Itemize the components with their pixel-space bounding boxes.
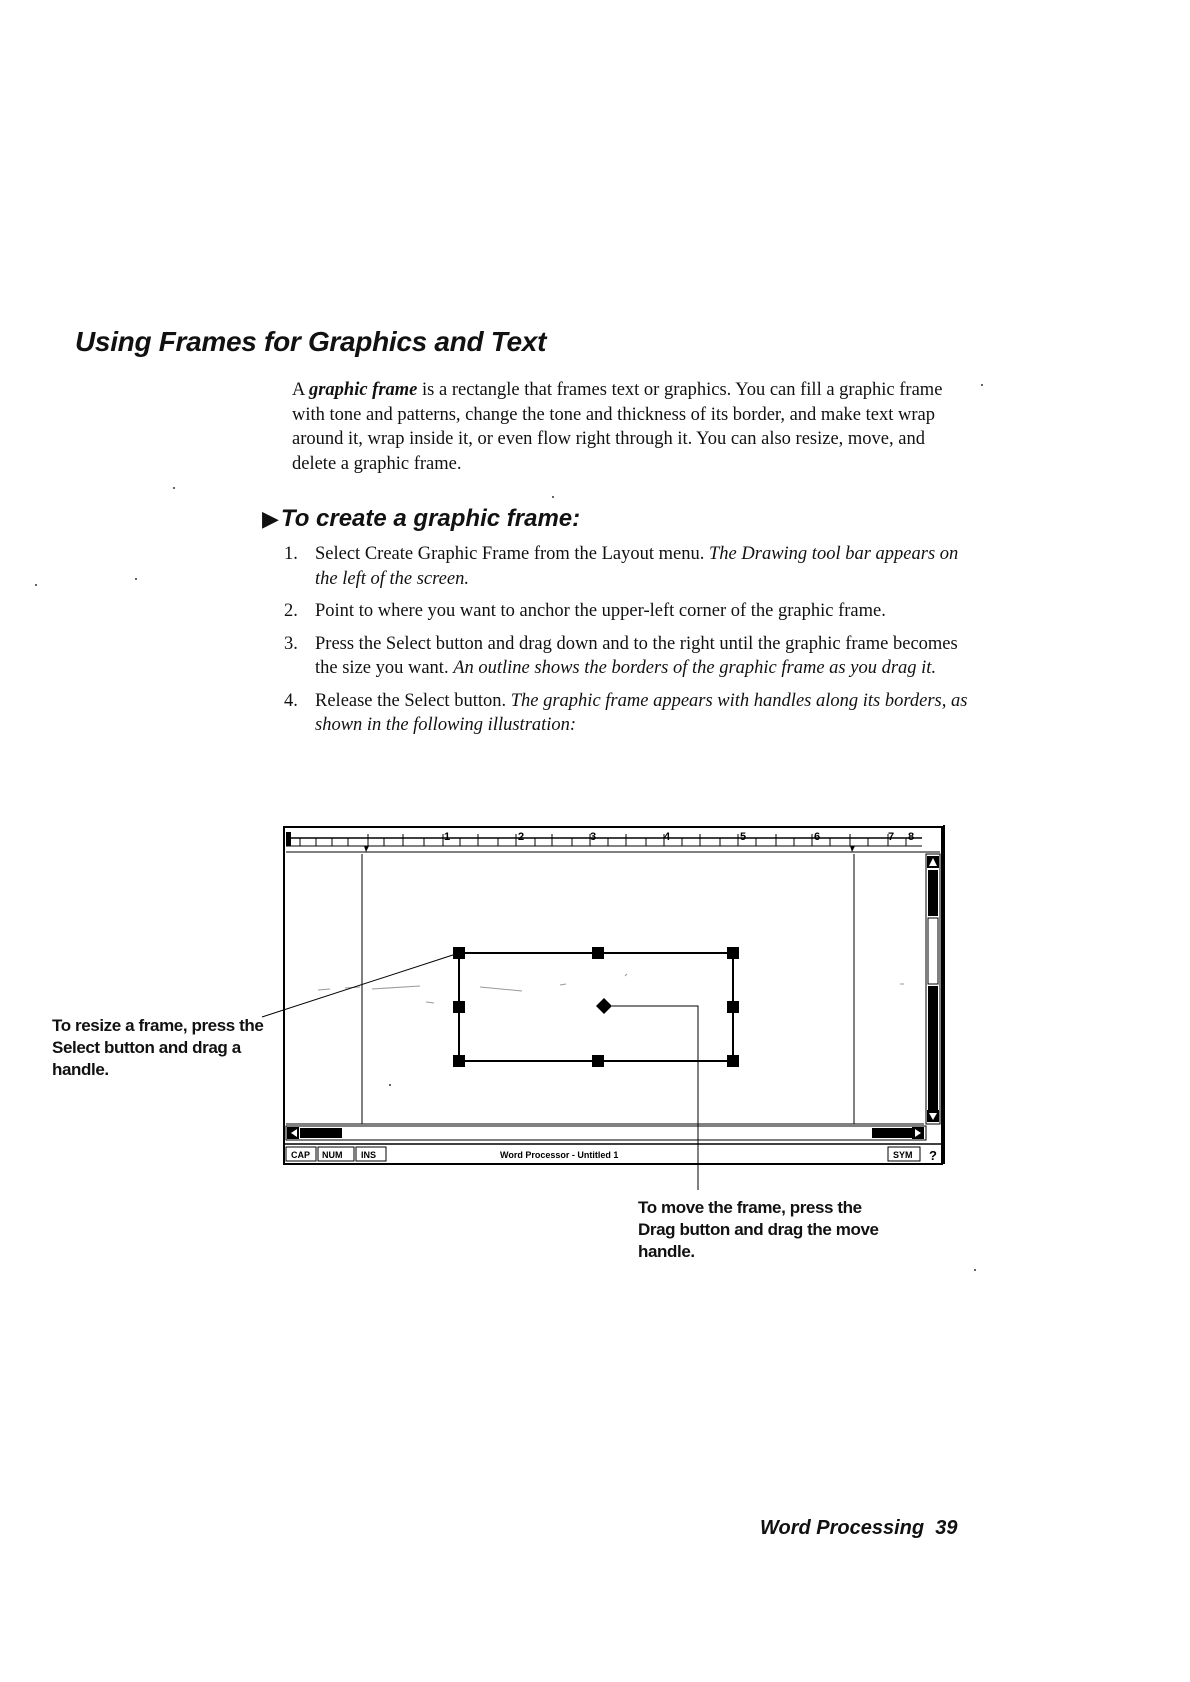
step-text bbox=[315, 632, 974, 681]
step-note: The graphic frame appears with handles along its borders, as shown in the following illustration: bbox=[315, 690, 968, 735]
num-lock-label: NUM bbox=[322, 1150, 343, 1160]
step-item bbox=[284, 542, 974, 591]
step-text bbox=[315, 542, 974, 591]
footer-section: Word Processing bbox=[760, 1517, 925, 1539]
ruler-label: 4 bbox=[664, 831, 671, 843]
ruler-label: 8 bbox=[908, 831, 915, 843]
step-item bbox=[284, 689, 974, 738]
step-number: 1. bbox=[284, 544, 298, 564]
step-item bbox=[284, 632, 974, 681]
vertical-scroll-thumb[interactable] bbox=[928, 918, 938, 984]
step-instruction: Release the Select button. bbox=[315, 690, 511, 711]
intro-lead: A bbox=[292, 380, 309, 400]
resize-handle-right[interactable] bbox=[727, 1001, 739, 1013]
procedure-steps bbox=[284, 542, 974, 746]
procedure-heading bbox=[262, 505, 580, 533]
resize-handle-top-right[interactable] bbox=[727, 947, 739, 959]
ruler-label: 1 bbox=[444, 831, 451, 843]
page-footer bbox=[760, 1517, 958, 1540]
ruler-label: 5 bbox=[740, 831, 747, 843]
step-number: 2. bbox=[284, 601, 298, 621]
window-title: Word Processor - Untitled 1 bbox=[500, 1150, 619, 1160]
ruler-label: 2 bbox=[518, 831, 525, 843]
horizontal-scroll-thumb[interactable] bbox=[300, 1128, 342, 1138]
step-note: An outline shows the borders of the graphic frame as you drag it. bbox=[453, 658, 937, 678]
caps-lock-label: CAP bbox=[291, 1150, 311, 1160]
step-item bbox=[284, 599, 974, 624]
resize-callout: To resize a frame, press the Select button and drag a handle. bbox=[52, 1016, 264, 1079]
intro-term: graphic frame bbox=[308, 380, 418, 400]
ruler-left-tab[interactable] bbox=[286, 832, 291, 846]
ruler-label: 7 bbox=[888, 831, 895, 843]
vertical-scrollbar[interactable] bbox=[926, 854, 940, 1124]
app-window bbox=[284, 827, 942, 1164]
horizontal-scrollbar[interactable] bbox=[286, 1126, 926, 1140]
resize-handle-top[interactable] bbox=[592, 947, 604, 959]
resize-handle-bottom-right[interactable] bbox=[727, 1055, 739, 1067]
step-note: The Drawing tool bar appears on the left of the screen. bbox=[315, 544, 959, 589]
resize-handle-bottom[interactable] bbox=[592, 1055, 604, 1067]
ruler-label: 6 bbox=[814, 831, 821, 843]
step-instruction: Press the Select button and drag down and to the right until the graphic frame becomes the size you want. bbox=[315, 633, 958, 678]
insert-mode-label: INS bbox=[361, 1150, 377, 1160]
step-instruction: Select Create Graphic Frame from the Layout menu. bbox=[315, 544, 710, 564]
step-text bbox=[315, 599, 886, 624]
step-number: 3. bbox=[284, 633, 298, 654]
intro-body: is a rectangle that frames text or graphics. You can fill a graphic frame with tone and patterns, change the tone and thickness of its border, and make text wrap around it, wrap inside it, or even flow right through it. You can also resize, move, and delete a graphic frame. bbox=[292, 380, 943, 474]
procedure-title: To create a graphic frame: bbox=[280, 505, 581, 532]
step-text bbox=[315, 689, 974, 738]
step-instruction: Point to where you want to anchor the upper-left corner of the graphic frame. bbox=[315, 601, 886, 621]
resize-handle-left[interactable] bbox=[453, 1001, 465, 1013]
resize-handle-bottom-left[interactable] bbox=[453, 1055, 465, 1067]
step-number: 4. bbox=[284, 690, 298, 711]
section-heading: Using Frames for Graphics and Text bbox=[75, 326, 547, 357]
page-number: 39 bbox=[935, 1517, 958, 1539]
intro-paragraph bbox=[292, 378, 972, 476]
symbol-label: SYM bbox=[893, 1150, 913, 1160]
ruler-label: 3 bbox=[590, 831, 597, 843]
move-callout: To move the frame, press the Drag button and drag the move handle. bbox=[638, 1198, 879, 1261]
help-button[interactable]: ? bbox=[929, 1148, 937, 1163]
arrow-right-icon: ▶ bbox=[262, 506, 279, 531]
